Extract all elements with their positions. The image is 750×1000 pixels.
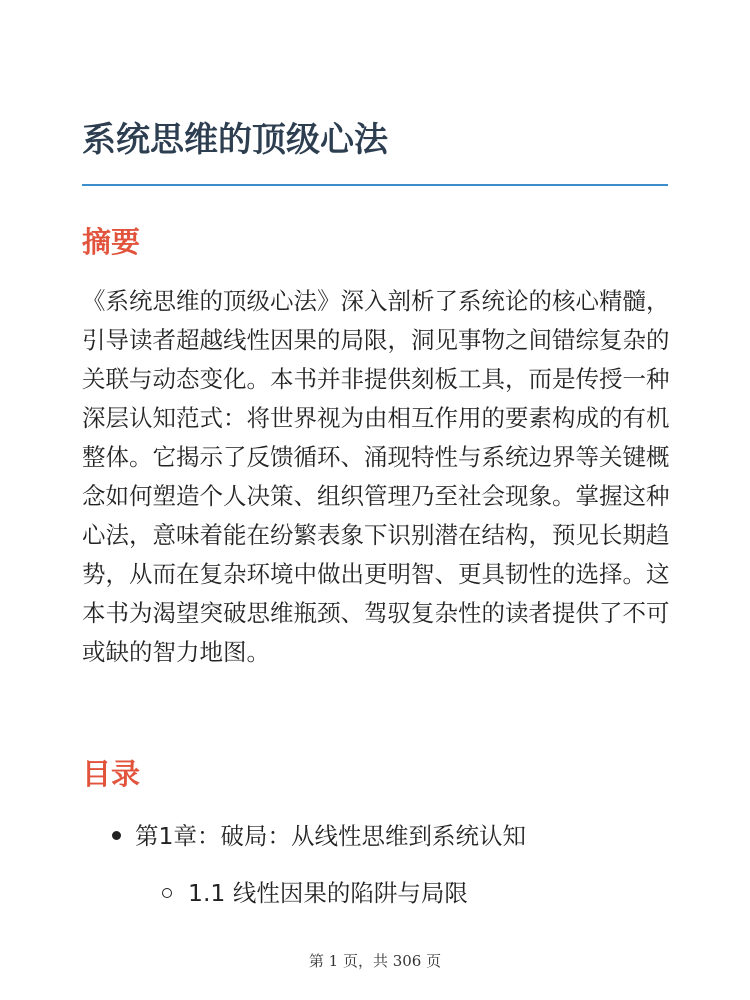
toc-item-label: 第1章：破局：从线性思维到系统认知 xyxy=(135,822,526,850)
bullet-circle-icon xyxy=(162,888,172,898)
toc-item-chapter-1[interactable] xyxy=(112,819,526,853)
document-title: 系统思维的顶级心法 xyxy=(82,120,388,160)
abstract-heading: 摘要 xyxy=(82,225,141,259)
page-number-footer: 第 1 页，共 306 页 xyxy=(308,952,442,970)
bullet-disc-icon xyxy=(112,831,121,840)
toc-item-label: 1.1 线性因果的陷阱与局限 xyxy=(188,879,468,907)
toc-heading: 目录 xyxy=(82,757,141,791)
abstract-paragraph: 《系统思维的顶级心法》深入剖析了系统论的核心精髓，引导读者超越线性因果的局限，洞见事物之间错综复杂的关联与动态变化。本书并非提供刻板工具，而是传授一种深层认知范式：将世界视为由相互作用的要素构成的有机整体。它揭示了反馈循环、涌现特性与系统边界等关键概念如何塑造个人决策、组织管理乃至社会现象。掌握这种心法，意味着能在纷繁表象下识别潜在结构，预见长期趋势，从而在复杂环境中做出更明智、更具韧性的选择。这本书为渴望突破思维瓶颈、驾驭复杂性的读者提供了不可或缺的智力地图。 xyxy=(82,287,670,666)
title-divider xyxy=(82,184,668,186)
toc-item-section-1-1[interactable] xyxy=(162,876,468,910)
